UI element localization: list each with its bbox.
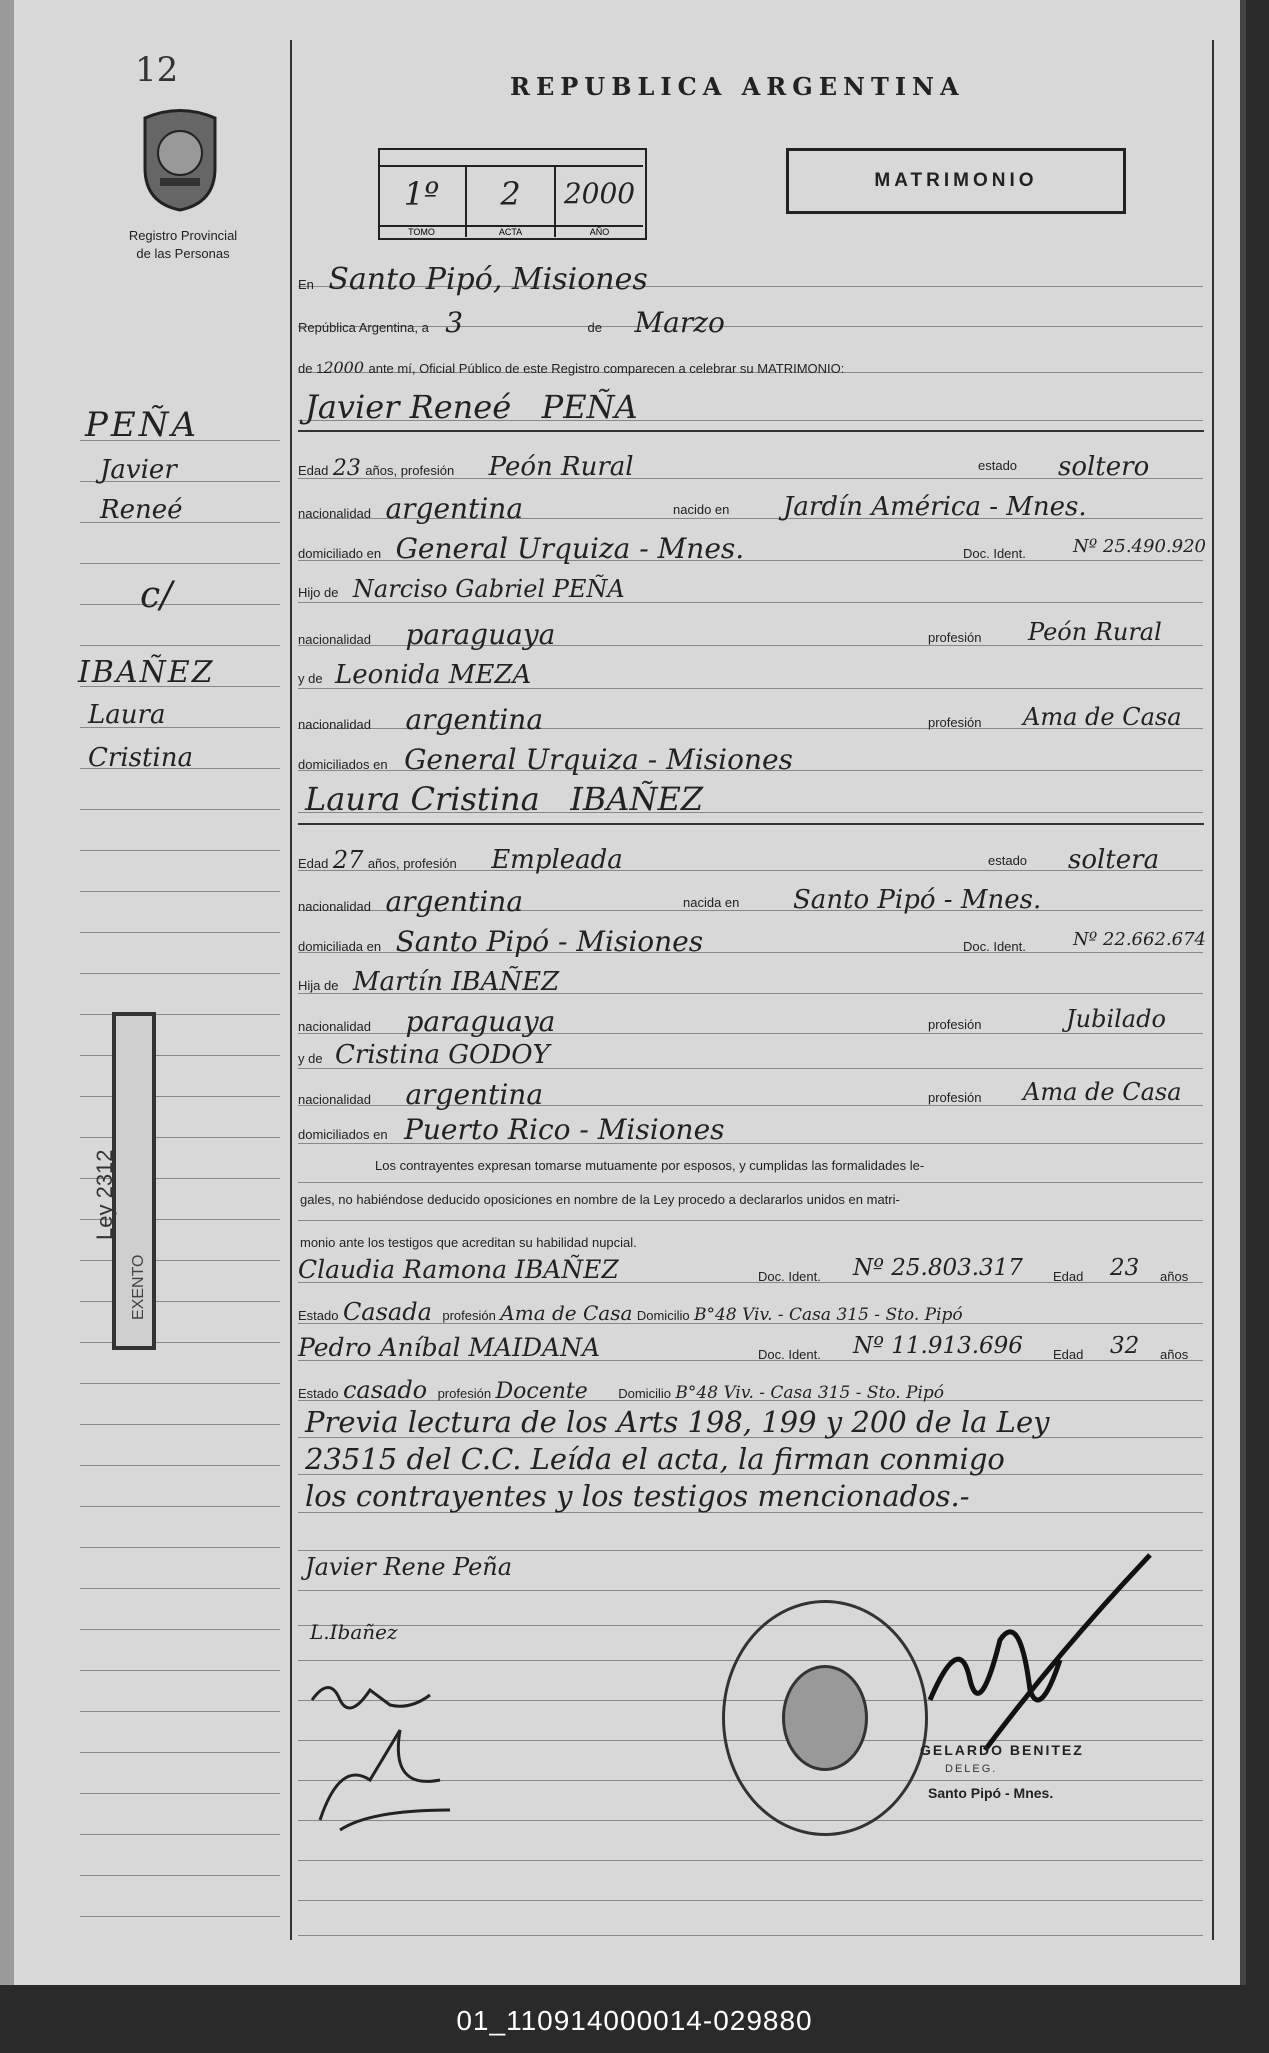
groom-mother-prof: Ama de Casa bbox=[1023, 703, 1182, 731]
witness1-age: 23 bbox=[1110, 1255, 1140, 1281]
law-stamp-text2: EXENTO bbox=[130, 1254, 147, 1320]
witness2-row1 bbox=[298, 1333, 1208, 1362]
witness1-row2 bbox=[298, 1298, 1208, 1326]
margin-rule bbox=[80, 604, 280, 605]
acta-label: ACTA bbox=[467, 225, 554, 237]
seal-caption-1: Registro Provincial bbox=[128, 228, 238, 243]
margin-rule bbox=[80, 1260, 280, 1261]
closing-line1: Previa lectura de los Arts 198, 199 y 200 de la Ley bbox=[305, 1405, 1050, 1439]
witness2-row2 bbox=[298, 1376, 1208, 1404]
bride-dom-row bbox=[298, 925, 1208, 958]
day-value: 3 bbox=[445, 306, 464, 339]
edad-label: Edad bbox=[1053, 1269, 1084, 1284]
margin-rule bbox=[80, 1793, 280, 1794]
margin-rule bbox=[80, 1834, 280, 1835]
footer-code: 01_110914000014-029880 bbox=[456, 2005, 813, 2036]
bride-full-name: Laura Cristina IBAÑEZ bbox=[305, 780, 704, 818]
official-seal-inner bbox=[782, 1665, 868, 1771]
de-label: de bbox=[587, 320, 603, 335]
estado-label: estado bbox=[978, 458, 1018, 473]
margin-rule bbox=[80, 1588, 280, 1589]
body-rule bbox=[298, 1182, 1203, 1183]
domiciliado-label: domiciliado en bbox=[298, 546, 382, 561]
ano-value: 2000 bbox=[563, 177, 636, 210]
month-value: Marzo bbox=[634, 306, 725, 339]
groom-nat-row bbox=[298, 492, 1203, 525]
edad-label: Edad bbox=[1053, 1347, 1084, 1362]
bride-age-row bbox=[298, 845, 1203, 875]
intro-statement-row bbox=[298, 358, 844, 378]
estado-label: Estado bbox=[298, 1308, 339, 1323]
margin-rule bbox=[80, 973, 280, 974]
witness1-estado: Casada bbox=[342, 1298, 432, 1326]
hijo-label: Hijo de bbox=[298, 585, 339, 600]
groom-profession: Peón Rural bbox=[488, 452, 634, 482]
doc-label: Doc. Ident. bbox=[963, 546, 1026, 561]
groom-nationality: argentina bbox=[385, 492, 524, 525]
page-title: REPUBLICA ARGENTINA bbox=[510, 72, 965, 101]
registry-fields bbox=[378, 165, 643, 237]
bride-profession: Empleada bbox=[491, 845, 623, 875]
nacionalidad-label: nacionalidad bbox=[298, 632, 372, 647]
groom-father-nat: paraguaya bbox=[405, 618, 556, 651]
yde-label: y de bbox=[298, 671, 323, 686]
margin-groom-name1: Javier bbox=[100, 455, 177, 485]
closing-line2: 23515 del C.C. Leída el acta, la firman conmigo bbox=[305, 1442, 1005, 1476]
profesion-label: profesión bbox=[928, 715, 982, 730]
edad-label: Edad bbox=[298, 463, 329, 478]
witness2-domicile: B°48 Viv. - Casa 315 - Sto. Pipó bbox=[675, 1383, 945, 1403]
bride-father-nat: paraguaya bbox=[405, 1005, 556, 1038]
margin-rule bbox=[80, 932, 280, 933]
margin-rule bbox=[80, 1506, 280, 1507]
margin-rule bbox=[80, 1711, 280, 1712]
signature-bride: L.Ibañez bbox=[310, 1620, 398, 1644]
margin-rule bbox=[80, 1137, 280, 1138]
margin-rule bbox=[80, 1383, 280, 1384]
margin-bride-name1: Laura bbox=[88, 700, 166, 730]
margin-bride-name2: Cristina bbox=[88, 743, 193, 773]
ano-label: AÑO bbox=[556, 225, 643, 237]
margin-divider bbox=[290, 40, 292, 1940]
margin-rule bbox=[80, 1629, 280, 1630]
declaration-line2: gales, no habiéndose deducido oposiciones en nombre de la Ley procedo a declararlos unidos en matri- bbox=[300, 1192, 900, 1207]
anos-label: años bbox=[1160, 1269, 1189, 1284]
bride-mother: Cristina GODOY bbox=[335, 1040, 550, 1070]
estado-label: estado bbox=[988, 853, 1028, 868]
margin-groom-name2: Reneé bbox=[100, 495, 183, 525]
bride-birthplace: Santo Pipó - Mnes. bbox=[793, 885, 1042, 915]
tomo-cell bbox=[378, 167, 467, 237]
bride-parents-domicile: Puerto Rico - Misiones bbox=[404, 1113, 725, 1146]
place-value: Santo Pipó, Misiones bbox=[328, 262, 648, 297]
anos-label: años, profesión bbox=[365, 463, 455, 478]
margin-rule bbox=[80, 850, 280, 851]
tomo-value: 1º bbox=[403, 175, 440, 213]
bride-father-row bbox=[298, 967, 559, 997]
matrimonio-box: MATRIMONIO bbox=[786, 148, 1126, 214]
estado-label: Estado bbox=[298, 1386, 339, 1401]
provincial-seal-icon bbox=[135, 108, 225, 213]
witness1-name: Claudia Ramona IBAÑEZ bbox=[298, 1255, 619, 1284]
bride-mother-row bbox=[298, 1040, 550, 1070]
profesion-label: profesión bbox=[437, 1386, 492, 1401]
official-name: GELARDO BENITEZ bbox=[920, 1742, 1084, 1758]
witness1-domicile: B°48 Viv. - Casa 315 - Sto. Pipó bbox=[694, 1305, 963, 1325]
nacionalidad-label: nacionalidad bbox=[298, 506, 372, 521]
groom-dom-row bbox=[298, 532, 1208, 565]
margin-rule bbox=[80, 1916, 280, 1917]
profesion-label: profesión bbox=[928, 1017, 982, 1032]
groom-father-row bbox=[298, 575, 625, 603]
groom-mother: Leonida MEZA bbox=[335, 660, 532, 690]
margin-rule bbox=[80, 809, 280, 810]
year-prefix: de 1 bbox=[298, 361, 324, 376]
margin-rule bbox=[80, 891, 280, 892]
groom-doc: Nº 25.490.920 bbox=[1073, 536, 1206, 557]
profesion-label: profesión bbox=[928, 630, 982, 645]
margin-rule bbox=[80, 1670, 280, 1671]
doc-label: Doc. Ident. bbox=[758, 1269, 821, 1284]
en-label: En bbox=[298, 277, 314, 292]
groom-father-nat-row bbox=[298, 618, 1203, 651]
groom-mother-nat: argentina bbox=[405, 703, 544, 736]
doc-label: Doc. Ident. bbox=[963, 939, 1026, 954]
nacida-label: nacida en bbox=[683, 895, 740, 910]
signature-groom: Javier Rene Peña bbox=[305, 1553, 513, 1581]
nacionalidad-label: nacionalidad bbox=[298, 1019, 372, 1034]
nacionalidad-label: nacionalidad bbox=[298, 717, 372, 732]
nacido-label: nacido en bbox=[673, 502, 730, 517]
edad-label: Edad bbox=[298, 856, 329, 871]
witness1-row1 bbox=[298, 1255, 1208, 1284]
witness-signatures-icon bbox=[300, 1670, 470, 1840]
republica-label: República Argentina, a bbox=[298, 320, 429, 335]
domicilio-label: Domicilio bbox=[618, 1386, 671, 1401]
ano-cell bbox=[556, 167, 643, 237]
declaration-line1: Los contrayentes expresan tomarse mutuamente por esposos, y cumplidas las formalidades le- bbox=[375, 1158, 925, 1173]
intro-place-row bbox=[298, 262, 648, 297]
intro-statement: ante mí, Oficial Público de este Registro comparecen a celebrar su MATRIMONIO: bbox=[368, 361, 845, 376]
margin-rule bbox=[80, 1547, 280, 1548]
margin-rule bbox=[80, 645, 280, 646]
groom-mother-row bbox=[298, 660, 531, 690]
nacionalidad-label: nacionalidad bbox=[298, 899, 372, 914]
margin-rule bbox=[80, 1342, 280, 1343]
domicilio-label: Domicilio bbox=[636, 1308, 690, 1323]
tomo-label: TOMO bbox=[378, 225, 465, 237]
body-rule bbox=[298, 1935, 1203, 1936]
margin-conj: c/ bbox=[140, 575, 173, 616]
bride-mother-nat: argentina bbox=[405, 1078, 544, 1111]
section-rule-1 bbox=[298, 430, 1204, 432]
groom-parents-dom-row bbox=[298, 743, 793, 776]
declaration-line3: monio ante los testigos que acreditan su habilidad nupcial. bbox=[300, 1235, 637, 1250]
bride-mother-prof: Ama de Casa bbox=[1023, 1078, 1182, 1106]
bride-domicile: Santo Pipó - Misiones bbox=[395, 925, 704, 958]
body-rule bbox=[298, 1860, 1203, 1861]
hija-label: Hija de bbox=[298, 978, 339, 993]
witness1-doc: Nº 25.803.317 bbox=[853, 1255, 1023, 1281]
bride-father: Martín IBAÑEZ bbox=[352, 967, 560, 997]
witness2-name: Pedro Aníbal MAIDANA bbox=[298, 1333, 601, 1362]
groom-birthplace: Jardín América - Mnes. bbox=[783, 492, 1087, 522]
nacionalidad-label: nacionalidad bbox=[298, 1092, 372, 1107]
acta-value: 2 bbox=[500, 175, 521, 213]
right-border bbox=[1212, 40, 1214, 1940]
groom-parents-domicile: General Urquiza - Misiones bbox=[404, 743, 793, 776]
witness2-age: 32 bbox=[1110, 1333, 1140, 1359]
seal-caption-2: de las Personas bbox=[136, 246, 230, 261]
margin-rule bbox=[80, 1465, 280, 1466]
witness2-profession: Docente bbox=[495, 1379, 588, 1404]
page-number: 12 bbox=[135, 50, 179, 90]
yde-label: y de bbox=[298, 1051, 323, 1066]
witness2-estado: casado bbox=[342, 1376, 428, 1404]
margin-rule bbox=[80, 1301, 280, 1302]
domiciliados-label: domiciliados en bbox=[298, 757, 388, 772]
groom-domicile: General Urquiza - Mnes. bbox=[395, 532, 745, 565]
domiciliada-label: domiciliada en bbox=[298, 939, 382, 954]
margin-rule bbox=[80, 1424, 280, 1425]
body-rule bbox=[298, 1220, 1203, 1221]
official-place: Santo Pipó - Mnes. bbox=[928, 1785, 1054, 1801]
acta-cell bbox=[467, 167, 556, 237]
bride-doc: Nº 22.662.674 bbox=[1073, 929, 1206, 950]
bride-father-prof: Jubilado bbox=[1066, 1005, 1166, 1033]
closing-line3: los contrayentes y los testigos mencionados.- bbox=[305, 1479, 970, 1513]
groom-age-row bbox=[298, 452, 1203, 482]
bride-parents-dom-row bbox=[298, 1113, 725, 1146]
margin-rule bbox=[80, 563, 280, 564]
groom-full-name: Javier Reneé PEÑA bbox=[305, 388, 638, 426]
margin-rule bbox=[80, 1752, 280, 1753]
bride-mother-nat-row bbox=[298, 1078, 1203, 1111]
margin-groom-surname: PEÑA bbox=[85, 405, 199, 445]
groom-father-prof: Peón Rural bbox=[1028, 618, 1162, 646]
margin-bride-surname: IBAÑEZ bbox=[78, 655, 215, 690]
domiciliados-label: domiciliados en bbox=[298, 1127, 388, 1142]
bride-nat-row bbox=[298, 885, 1203, 918]
groom-mother-nat-row bbox=[298, 703, 1203, 736]
groom-estado: soltero bbox=[1058, 452, 1150, 482]
witness2-doc: Nº 11.913.696 bbox=[853, 1333, 1023, 1359]
profesion-label: profesión bbox=[442, 1308, 496, 1323]
bride-father-nat-row bbox=[298, 1005, 1203, 1038]
margin-rule bbox=[80, 1014, 280, 1015]
law-stamp-text1: Ley 2312 bbox=[92, 1149, 117, 1240]
bride-nationality: argentina bbox=[385, 885, 524, 918]
year-value: 2000 bbox=[323, 358, 365, 377]
doc-label: Doc. Ident. bbox=[758, 1347, 821, 1362]
body-rule bbox=[298, 1900, 1203, 1901]
anos-label: años bbox=[1160, 1347, 1189, 1362]
profesion-label: profesión bbox=[928, 1090, 982, 1105]
section-rule-2 bbox=[298, 823, 1204, 825]
anos-label: años, profesión bbox=[367, 856, 457, 871]
groom-age: 23 bbox=[332, 456, 361, 481]
margin-rule bbox=[80, 1055, 280, 1056]
official-role: DELEG. bbox=[945, 1763, 998, 1775]
margin-rule bbox=[80, 1875, 280, 1876]
intro-date-row bbox=[298, 306, 725, 339]
groom-father: Narciso Gabriel PEÑA bbox=[352, 575, 625, 603]
witness1-profession: Ama de Casa bbox=[500, 1301, 633, 1325]
bride-estado: soltera bbox=[1068, 845, 1160, 875]
bride-age: 27 bbox=[332, 846, 364, 874]
margin-rule bbox=[80, 1096, 280, 1097]
